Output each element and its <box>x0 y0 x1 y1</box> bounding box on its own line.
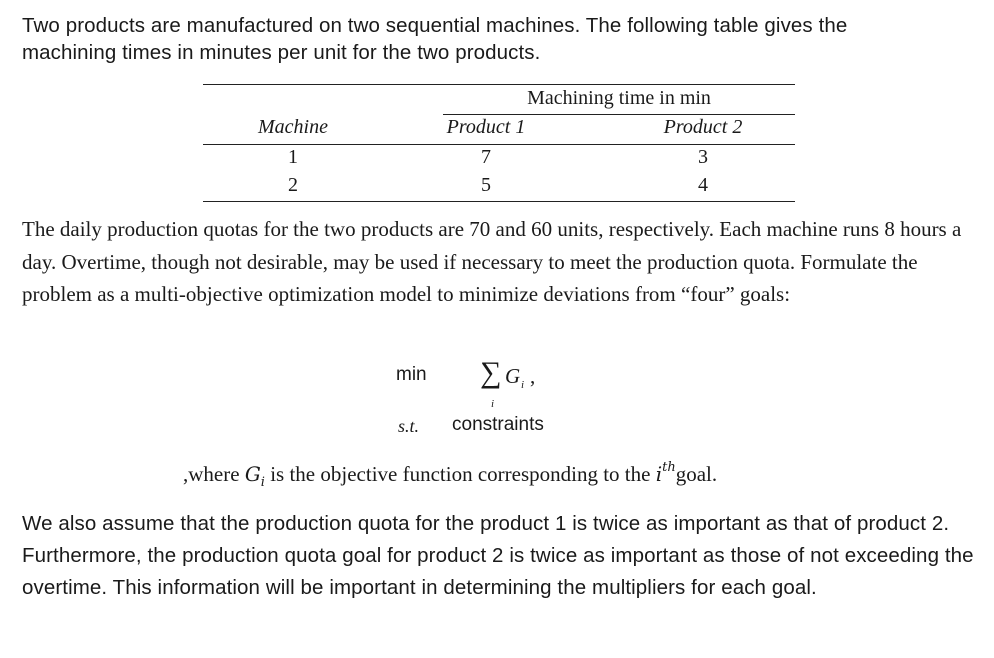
importance-paragraph: We also assume that the production quota for the product 1 is twice as important as that of product 2. Furthermore, the production quota goal for product 2 is twice as important as those of not exceeding the overtime. This information will be important in determining the multipliers for each goal. <box>22 512 974 599</box>
table-group-header: Machining time in min <box>527 87 711 109</box>
where-suffix: goal. <box>675 462 718 486</box>
formula-constraints: constraints <box>452 414 544 435</box>
header-machine: Machine <box>258 116 328 138</box>
row-1-product-1: 7 <box>481 146 491 168</box>
formula-subject-to: s.t. <box>398 416 420 436</box>
quota-paragraph: The daily production quotas for the two products are 70 and 60 units, respectively. Each machine runs 8 hours a day. Overtime, though not desirable, may be used if necessary to meet the production quota. Formulate the problem as a multi-objective optimization model to minimize deviations from “four” goals: <box>22 217 962 306</box>
where-middle: is the objective function corresponding to the <box>264 462 656 486</box>
formula-variable: G <box>505 364 521 388</box>
header-product-2: Product 2 <box>663 116 743 138</box>
row-2-machine: 2 <box>288 174 298 196</box>
machining-time-table <box>203 84 795 204</box>
intro-paragraph: Two products are manufactured on two sequential machines. The following table gives the machining times in minutes per unit for the two products. <box>22 14 848 64</box>
summation-index: i <box>491 398 495 410</box>
row-1-product-2: 3 <box>698 146 708 168</box>
row-2-product-2: 4 <box>698 174 708 196</box>
table-top-rule <box>203 84 795 85</box>
goal-symbol-subscript: i <box>260 475 265 491</box>
formula-min: min <box>396 364 427 385</box>
summation-symbol: ∑ <box>480 356 502 389</box>
formula-variable-subscript: i <box>521 379 525 391</box>
objective-definition-line <box>183 462 717 490</box>
table-bottom-rule <box>203 201 795 202</box>
goal-index: i <box>655 462 663 486</box>
goal-symbol: G <box>244 462 261 486</box>
group-header-rule <box>443 114 795 115</box>
row-1-machine: 1 <box>288 146 298 168</box>
formula-comma: , <box>530 364 536 388</box>
header-rule <box>203 144 795 145</box>
row-2-product-1: 5 <box>481 174 491 196</box>
goal-index-superscript: th <box>662 460 676 475</box>
where-prefix: ,where <box>183 462 245 486</box>
header-product-1: Product 1 <box>446 116 526 138</box>
